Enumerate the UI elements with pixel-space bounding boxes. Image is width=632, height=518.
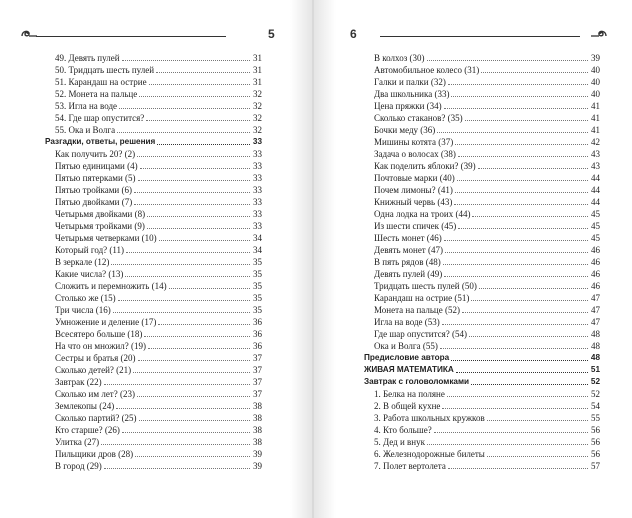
- toc-entry-page: 31: [253, 53, 262, 63]
- dot-leader: [135, 456, 250, 457]
- dot-leader: [444, 240, 588, 241]
- toc-entry-title: Сколько детей? (21): [55, 365, 132, 375]
- dot-leader: [448, 84, 588, 85]
- toc-entry: [364, 160, 600, 172]
- toc-entry-page: 33: [253, 221, 262, 231]
- toc-entry-page: 41: [591, 101, 600, 111]
- toc-entry-page: 41: [591, 113, 600, 123]
- dot-leader: [148, 348, 250, 349]
- dot-leader: [458, 156, 588, 157]
- toc-entry-title: Улитка (27): [55, 437, 100, 447]
- toc-section-heading: [45, 136, 262, 148]
- toc-entry-page: 35: [253, 269, 262, 279]
- toc-entry-title: В зеркале (12): [55, 257, 110, 267]
- dot-leader: [137, 396, 250, 397]
- toc-entry: [45, 424, 262, 436]
- dot-leader: [137, 156, 250, 157]
- toc-entry-title: Монета на пальце (52): [374, 305, 460, 315]
- toc-entry-title: 6. Железнодорожные билеты: [374, 449, 485, 459]
- toc-entry-page: 35: [253, 281, 262, 291]
- toc-entry-page: 33: [253, 161, 262, 171]
- table-of-contents: [364, 52, 600, 472]
- toc-entry-title: Пятью двойками (7): [55, 197, 133, 207]
- toc-entry-title: Пятью тройками (6): [55, 185, 132, 195]
- toc-entry: [364, 136, 600, 148]
- toc-entry: [45, 88, 262, 100]
- toc-entry: [45, 340, 262, 352]
- dot-leader: [133, 372, 250, 373]
- scroll-flourish-icon: [590, 27, 608, 39]
- dot-leader: [451, 360, 588, 361]
- toc-entry: [364, 448, 600, 460]
- dot-leader: [147, 216, 250, 217]
- toc-entry-page: 35: [253, 293, 262, 303]
- toc-entry: [45, 112, 262, 124]
- page-number: 5: [268, 27, 275, 41]
- toc-entry: [45, 76, 262, 88]
- toc-entry-title: Шесть монет (46): [374, 233, 442, 243]
- toc-entry-page: 37: [253, 353, 262, 363]
- toc-entry-page: 55: [591, 413, 600, 423]
- toc-entry-title: Кто старше? (26): [55, 425, 120, 435]
- toc-entry-title: Из шести спичек (45): [374, 221, 457, 231]
- dot-leader: [139, 96, 250, 97]
- right-page: [314, 0, 632, 518]
- toc-entry: [364, 436, 600, 448]
- toc-entry-page: 42: [591, 137, 600, 147]
- toc-entry: [364, 244, 600, 256]
- toc-entry-title: Задача о волосах (38): [374, 149, 456, 159]
- header-rule: [380, 36, 580, 37]
- toc-entry: [364, 256, 600, 268]
- toc-entry-page: 51: [590, 365, 600, 374]
- dot-leader: [444, 276, 588, 277]
- toc-entry-title: Почем лимоны? (41): [374, 185, 453, 195]
- toc-entry: [45, 160, 262, 172]
- toc-entry-title: В город (29): [55, 461, 102, 471]
- toc-entry: [45, 64, 262, 76]
- toc-entry: [364, 460, 600, 472]
- toc-section-heading: [364, 376, 600, 388]
- toc-entry: [364, 412, 600, 424]
- dot-leader: [427, 60, 589, 61]
- toc-entry: [45, 196, 262, 208]
- toc-entry-page: 38: [253, 425, 262, 435]
- dot-leader: [457, 180, 588, 181]
- toc-entry-page: 31: [253, 77, 262, 87]
- toc-entry: [45, 52, 262, 64]
- toc-entry-page: 33: [253, 209, 262, 219]
- toc-entry-title: Разгадки, ответы, решения: [45, 137, 156, 146]
- dot-leader: [146, 120, 250, 121]
- toc-entry: [45, 436, 262, 448]
- toc-entry-page: 52: [591, 389, 600, 399]
- toc-entry: [364, 328, 600, 340]
- toc-entry-page: 48: [591, 341, 600, 351]
- dot-leader: [125, 276, 250, 277]
- dot-leader: [427, 444, 588, 445]
- dot-leader: [479, 288, 588, 289]
- toc-entry-page: 32: [253, 89, 262, 99]
- dot-leader: [445, 252, 588, 253]
- toc-entry: [45, 412, 262, 424]
- toc-entry-page: 46: [591, 245, 600, 255]
- toc-entry-page: 41: [591, 125, 600, 135]
- toc-entry: [45, 292, 262, 304]
- toc-entry: [364, 280, 600, 292]
- dot-leader: [138, 180, 250, 181]
- toc-entry-title: Умножение и деление (17): [55, 317, 157, 327]
- toc-entry-title: Какие числа? (13): [55, 269, 124, 279]
- toc-entry-title: Как получить 20? (2): [55, 149, 136, 159]
- toc-entry: [364, 400, 600, 412]
- gutter-shadow: [290, 0, 312, 518]
- dot-leader: [147, 228, 250, 229]
- toc-entry-page: 36: [253, 341, 262, 351]
- toc-entry: [45, 172, 262, 184]
- toc-entry-page: 48: [590, 353, 600, 362]
- toc-entry-page: 45: [591, 233, 600, 243]
- toc-entry: [364, 424, 600, 436]
- toc-entry-title: Карандаш на острие (51): [374, 293, 470, 303]
- toc-entry-page: 44: [591, 173, 600, 183]
- dot-leader: [458, 228, 588, 229]
- toc-entry-title: На что он множил? (19): [55, 341, 146, 351]
- toc-entry-page: 33: [253, 173, 262, 183]
- toc-section-heading: [364, 352, 600, 364]
- toc-entry-page: 45: [591, 221, 600, 231]
- toc-entry-page: 38: [253, 413, 262, 423]
- toc-entry-page: 35: [253, 257, 262, 267]
- toc-entry: [364, 268, 600, 280]
- toc-entry: [364, 340, 600, 352]
- toc-entry: [45, 448, 262, 460]
- toc-entry: [45, 316, 262, 328]
- toc-entry-page: 33: [252, 137, 262, 146]
- toc-entry: [364, 76, 600, 88]
- toc-entry: [45, 400, 262, 412]
- dot-leader: [111, 264, 250, 265]
- toc-entry: [364, 316, 600, 328]
- toc-entry-title: Тридцать шесть пулей (50): [374, 281, 477, 291]
- toc-entry-page: 45: [591, 209, 600, 219]
- dot-leader: [454, 204, 588, 205]
- toc-entry: [45, 460, 262, 472]
- dot-leader: [472, 216, 588, 217]
- toc-entry: [364, 172, 600, 184]
- dot-leader: [451, 96, 588, 97]
- toc-entry-page: 47: [591, 293, 600, 303]
- toc-entry: [45, 256, 262, 268]
- dot-leader: [113, 312, 250, 313]
- toc-entry-page: 36: [253, 329, 262, 339]
- dot-leader: [139, 420, 250, 421]
- toc-entry-page: 56: [591, 425, 600, 435]
- toc-entry-title: Четырьмя двойками (8): [55, 209, 146, 219]
- toc-entry: [364, 124, 600, 136]
- toc-entry: [364, 292, 600, 304]
- toc-entry-page: 33: [253, 197, 262, 207]
- toc-entry-page: 46: [591, 281, 600, 291]
- toc-entry: [45, 376, 262, 388]
- dot-leader: [465, 120, 588, 121]
- toc-entry-page: 46: [591, 269, 600, 279]
- toc-entry: [45, 304, 262, 316]
- toc-entry-title: Завтрак (22): [55, 377, 102, 387]
- toc-entry-page: 47: [591, 305, 600, 315]
- toc-entry-title: В колхоз (30): [374, 53, 425, 63]
- toc-entry-title: Одна лодка на троих (44): [374, 209, 471, 219]
- toc-entry: [364, 100, 600, 112]
- dot-leader: [134, 192, 250, 193]
- toc-entry-title: 52. Монета на пальце: [55, 89, 138, 99]
- toc-entry-title: Четырьмя четверками (10): [55, 233, 157, 243]
- toc-entry-title: Цена пряжки (34): [374, 101, 442, 111]
- dot-leader: [140, 168, 250, 169]
- dot-leader: [144, 336, 250, 337]
- toc-entry-title: ЖИВАЯ МАТЕМАТИКА: [364, 365, 454, 374]
- toc-entry-title: 5. Дед и внук: [374, 437, 425, 447]
- toc-entry: [364, 208, 600, 220]
- toc-entry-title: 53. Игла на воде: [55, 101, 118, 111]
- dot-leader: [448, 468, 588, 469]
- toc-entry: [45, 100, 262, 112]
- header-rule: [36, 36, 226, 37]
- toc-entry-title: 49. Девять пулей: [55, 53, 120, 63]
- toc-entry: [45, 148, 262, 160]
- scroll-flourish-icon: [20, 27, 38, 39]
- toc-entry-page: 43: [591, 161, 600, 171]
- dot-leader: [481, 72, 588, 73]
- dot-leader: [469, 336, 588, 337]
- toc-entry-page: 39: [253, 461, 262, 471]
- toc-section-heading: [364, 364, 600, 376]
- toc-entry-title: Сколько партий? (25): [55, 413, 137, 423]
- toc-entry-page: 39: [591, 53, 600, 63]
- dot-leader: [456, 372, 588, 373]
- toc-entry-title: Где шар опустится? (54): [374, 329, 468, 339]
- toc-entry: [364, 220, 600, 232]
- toc-entry-title: Бочки меду (36): [374, 125, 436, 135]
- toc-entry: [45, 124, 262, 136]
- toc-entry-title: В пять рядов (48): [374, 257, 441, 267]
- toc-entry-title: 1. Белка на поляне: [374, 389, 445, 399]
- toc-entry-page: 37: [253, 389, 262, 399]
- toc-entry-page: 40: [591, 89, 600, 99]
- toc-entry-page: 32: [253, 113, 262, 123]
- toc-entry-page: 36: [253, 317, 262, 327]
- dot-leader: [119, 108, 250, 109]
- left-page: [0, 0, 312, 518]
- toc-entry-title: Сестры и братья (20): [55, 353, 136, 363]
- toc-entry: [364, 232, 600, 244]
- toc-entry-title: Предисловие автора: [364, 353, 450, 362]
- toc-entry: [45, 328, 262, 340]
- dot-leader: [471, 300, 588, 301]
- toc-entry: [45, 352, 262, 364]
- toc-entry: [45, 232, 262, 244]
- toc-entry-title: Всесятеро больше (18): [55, 329, 143, 339]
- dot-leader: [158, 324, 250, 325]
- toc-entry: [45, 244, 262, 256]
- toc-entry-page: 57: [591, 461, 600, 471]
- dot-leader: [169, 288, 250, 289]
- dot-leader: [442, 324, 588, 325]
- toc-entry-title: Как поделить яблоки? (39): [374, 161, 476, 171]
- toc-entry-page: 40: [591, 65, 600, 75]
- toc-entry-page: 32: [253, 101, 262, 111]
- dot-leader: [118, 300, 250, 301]
- toc-entry: [45, 220, 262, 232]
- toc-entry-title: Два школьника (33): [374, 89, 450, 99]
- toc-entry-title: Мишины котята (37): [374, 137, 454, 147]
- toc-entry-page: 31: [253, 65, 262, 75]
- dot-leader: [471, 384, 588, 385]
- dot-leader: [159, 240, 250, 241]
- toc-entry-title: Четырьмя тройками (9): [55, 221, 145, 231]
- page-number: 6: [350, 27, 357, 41]
- toc-entry: [364, 52, 600, 64]
- toc-entry-page: 56: [591, 449, 600, 459]
- dot-leader: [455, 192, 588, 193]
- toc-entry-page: 34: [253, 233, 262, 243]
- gutter-shadow: [314, 0, 336, 518]
- toc-entry-title: Автомобильное колесо (31): [374, 65, 480, 75]
- toc-entry-page: 33: [253, 185, 262, 195]
- toc-entry-page: 46: [591, 257, 600, 267]
- dot-leader: [104, 468, 250, 469]
- toc-entry-page: 44: [591, 185, 600, 195]
- dot-leader: [462, 312, 588, 313]
- toc-entry-title: Почтовые марки (40): [374, 173, 455, 183]
- toc-entry-title: Землекопы (24): [55, 401, 115, 411]
- dot-leader: [156, 72, 250, 73]
- toc-entry-page: 35: [253, 305, 262, 315]
- toc-entry-page: 37: [253, 377, 262, 387]
- toc-entry-title: Игла на воде (53): [374, 317, 440, 327]
- toc-entry-title: Книжный червь (43): [374, 197, 453, 207]
- toc-entry-page: 47: [591, 317, 600, 327]
- toc-entry: [45, 280, 262, 292]
- toc-entry: [45, 364, 262, 376]
- toc-entry-page: 38: [253, 401, 262, 411]
- toc-entry: [45, 184, 262, 196]
- dot-leader: [116, 408, 250, 409]
- dot-leader: [487, 420, 588, 421]
- toc-entry-page: 40: [591, 77, 600, 87]
- dot-leader: [101, 444, 250, 445]
- dot-leader: [478, 168, 588, 169]
- dot-leader: [149, 84, 250, 85]
- toc-entry: [364, 196, 600, 208]
- toc-entry-title: Галки и палки (32): [374, 77, 446, 87]
- toc-entry-title: Сложить и перемножить (14): [55, 281, 167, 291]
- toc-entry-page: 48: [591, 329, 600, 339]
- toc-entry-title: 4. Кто больше?: [374, 425, 432, 435]
- toc-entry: [364, 64, 600, 76]
- dot-leader: [443, 264, 588, 265]
- dot-leader: [117, 132, 250, 133]
- toc-entry-title: Девять пулей (49): [374, 269, 443, 279]
- dot-leader: [104, 384, 250, 385]
- toc-entry-title: 50. Тридцать шесть пулей: [55, 65, 155, 75]
- toc-entry-page: 33: [253, 149, 262, 159]
- toc-entry: [364, 304, 600, 316]
- toc-entry-title: Завтрак с головоломками: [364, 377, 470, 386]
- dot-leader: [138, 360, 251, 361]
- toc-entry-title: Девять монет (47): [374, 245, 443, 255]
- toc-entry-title: 54. Где шар опустится?: [55, 113, 145, 123]
- toc-entry-title: 55. Ока и Волга: [55, 125, 116, 135]
- toc-entry-page: 43: [591, 149, 600, 159]
- toc-entry-title: Который год? (11): [55, 245, 125, 255]
- toc-entry-title: Пильщики дров (28): [55, 449, 134, 459]
- toc-entry-title: Ока и Волга (55): [374, 341, 438, 351]
- toc-entry-page: 34: [253, 245, 262, 255]
- toc-entry: [364, 388, 600, 400]
- toc-entry-page: 39: [253, 449, 262, 459]
- toc-entry-page: 44: [591, 197, 600, 207]
- toc-entry: [364, 148, 600, 160]
- table-of-contents: [45, 52, 262, 472]
- toc-entry-page: 52: [590, 377, 600, 386]
- dot-leader: [455, 144, 588, 145]
- toc-entry-title: Пятью пятерками (5): [55, 173, 136, 183]
- dot-leader: [157, 144, 250, 145]
- toc-entry-title: 51. Карандаш на острие: [55, 77, 147, 87]
- dot-leader: [434, 432, 588, 433]
- toc-entry: [364, 184, 600, 196]
- toc-entry-title: Три числа (16): [55, 305, 111, 315]
- toc-entry: [45, 268, 262, 280]
- dot-leader: [444, 108, 588, 109]
- toc-entry-title: 3. Работа школьных кружков: [374, 413, 485, 423]
- toc-entry: [45, 208, 262, 220]
- dot-leader: [126, 252, 250, 253]
- dot-leader: [487, 456, 588, 457]
- toc-entry: [364, 88, 600, 100]
- toc-entry: [364, 112, 600, 124]
- toc-entry-page: 37: [253, 365, 262, 375]
- toc-entry-page: 32: [253, 125, 262, 135]
- toc-entry-title: 2. В общей кухне: [374, 401, 441, 411]
- toc-entry-page: 54: [591, 401, 600, 411]
- dot-leader: [447, 396, 588, 397]
- dot-leader: [442, 408, 588, 409]
- toc-entry-title: Сколько стаканов? (35): [374, 113, 463, 123]
- dot-leader: [122, 60, 250, 61]
- dot-leader: [440, 348, 588, 349]
- dot-leader: [122, 432, 250, 433]
- toc-entry-title: Столько же (15): [55, 293, 116, 303]
- toc-entry-page: 56: [591, 437, 600, 447]
- toc-entry: [45, 388, 262, 400]
- toc-entry-title: 7. Полет вертолета: [374, 461, 446, 471]
- toc-entry-title: Пятью единицами (4): [55, 161, 138, 171]
- dot-leader: [437, 132, 588, 133]
- toc-entry-title: Сколько им лет? (23): [55, 389, 135, 399]
- toc-entry-page: 38: [253, 437, 262, 447]
- dot-leader: [134, 204, 250, 205]
